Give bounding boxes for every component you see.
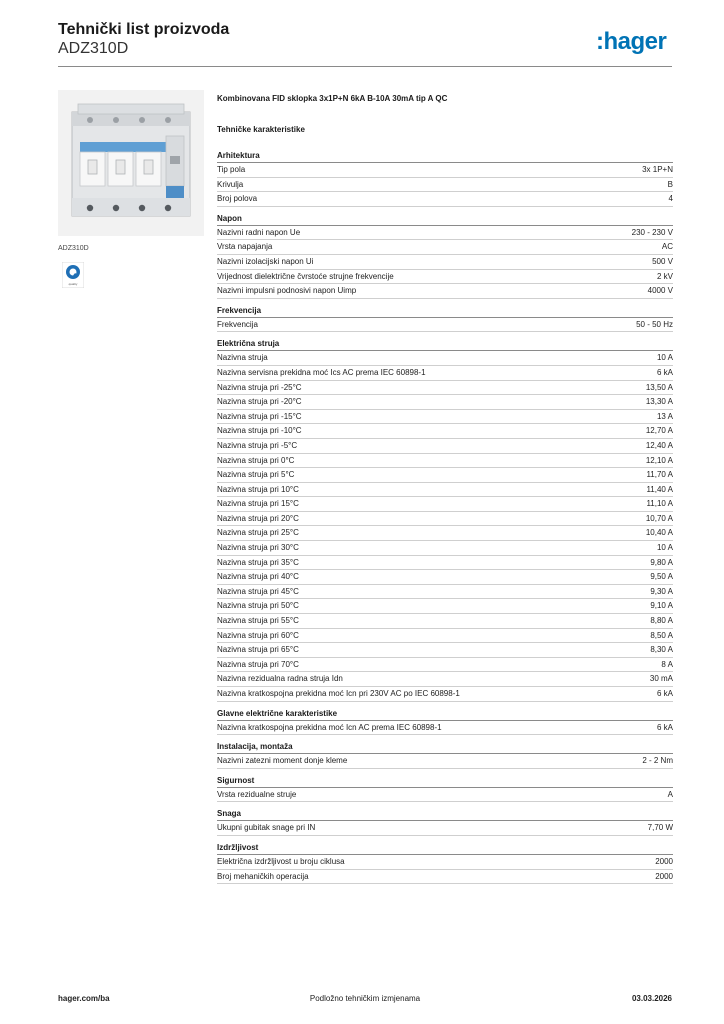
spec-row bbox=[217, 556, 673, 571]
spec-value: 2000 bbox=[655, 856, 673, 866]
spec-value: 8,50 A bbox=[650, 630, 673, 640]
spec-name: Nazivna struja pri -25°C bbox=[217, 382, 302, 392]
section-label: Tehničke karakteristike bbox=[217, 125, 305, 134]
spec-row bbox=[217, 351, 673, 366]
spec-name: Nazivna struja pri 45°C bbox=[217, 586, 299, 596]
spec-name: Vrsta rezidualne struje bbox=[217, 789, 297, 799]
spec-group-title: Arhitektura bbox=[217, 150, 673, 163]
spec-name: Nazivna struja pri -5°C bbox=[217, 440, 298, 450]
spec-name: Nazivna struja pri 15°C bbox=[217, 499, 299, 509]
spec-row bbox=[217, 629, 673, 644]
spec-value: 8,30 A bbox=[650, 645, 673, 655]
spec-row bbox=[217, 395, 673, 410]
spec-value: 12,10 A bbox=[645, 455, 673, 465]
spec-name: Frekvencija bbox=[217, 319, 258, 329]
spec-name: Nazivna kratkospojna prekidna moć Icn AC prema IEC 60898-1 bbox=[217, 722, 442, 732]
spec-group-title: Izdržljivost bbox=[217, 842, 673, 855]
spec-group-title: Snaga bbox=[217, 808, 673, 821]
spec-name: Nazivna struja pri 0°C bbox=[217, 455, 295, 465]
spec-value: 2000 bbox=[655, 871, 673, 881]
spec-row bbox=[217, 318, 673, 333]
spec-row bbox=[217, 599, 673, 614]
spec-name: Ukupni gubitak snage pri IN bbox=[217, 823, 316, 833]
spec-name: Broj polova bbox=[217, 194, 258, 204]
spec-value: 9,10 A bbox=[650, 601, 673, 611]
spec-row bbox=[217, 672, 673, 687]
spec-groups bbox=[217, 150, 673, 884]
spec-name: Nazivna kratkospojna prekidna moć Icn pri 230V AC po IEC 60898-1 bbox=[217, 689, 460, 698]
spec-group-title: Frekvencija bbox=[217, 305, 673, 318]
spec-row bbox=[217, 721, 673, 736]
spec-name: Nazivna struja pri -20°C bbox=[217, 397, 302, 407]
spec-name: Nazivna struja pri 25°C bbox=[217, 528, 299, 538]
image-caption: ADZ310D bbox=[58, 245, 89, 252]
spec-row bbox=[217, 788, 673, 803]
spec-value: AC bbox=[661, 242, 673, 252]
product-image bbox=[58, 90, 204, 236]
spec-group bbox=[217, 808, 673, 836]
product-description: Kombinovana FID sklopka 3x1P+N 6kA B-10A 30mA tip A QC bbox=[217, 94, 448, 103]
spec-name: Krivulja bbox=[217, 179, 244, 189]
spec-value: 8,80 A bbox=[650, 616, 673, 626]
spec-value: 11,70 A bbox=[646, 470, 673, 480]
spec-row bbox=[217, 163, 673, 178]
spec-row bbox=[217, 687, 673, 702]
spec-row bbox=[217, 526, 673, 541]
spec-row bbox=[217, 240, 673, 255]
footer-note: Podložno tehničkim izmjenama bbox=[309, 994, 421, 1003]
spec-value: 2 kV bbox=[656, 271, 673, 281]
spec-value: 30 mA bbox=[649, 674, 673, 684]
spec-group bbox=[217, 150, 673, 207]
spec-value: 8 A bbox=[661, 659, 673, 669]
spec-value: 12,70 A bbox=[645, 426, 673, 436]
spec-value: 50 - 50 Hz bbox=[636, 319, 673, 329]
header-divider bbox=[58, 66, 672, 67]
spec-row bbox=[217, 821, 673, 836]
spec-name: Nazivni zatezni moment donje kleme bbox=[217, 756, 348, 766]
spec-name: Nazivna struja pri 65°C bbox=[217, 645, 299, 655]
spec-name: Vrijednost dielektrične čvrstoće strujne frekvencije bbox=[217, 271, 394, 281]
spec-name: Broj mehaničkih operacija bbox=[217, 871, 309, 881]
spec-group-title: Napon bbox=[217, 213, 673, 226]
spec-row bbox=[217, 483, 673, 498]
spec-row bbox=[217, 439, 673, 454]
spec-value: 500 V bbox=[652, 256, 673, 266]
hager-logo bbox=[596, 28, 674, 56]
spec-row bbox=[217, 366, 673, 381]
spec-name: Nazivna struja bbox=[217, 353, 268, 363]
spec-value: 10 A bbox=[656, 543, 673, 553]
spec-row bbox=[217, 870, 673, 885]
spec-row bbox=[217, 178, 673, 193]
spec-name: Nazivna struja pri 60°C bbox=[217, 630, 299, 640]
spec-value: 10,70 A bbox=[645, 513, 673, 523]
spec-value: 6 kA bbox=[656, 722, 673, 732]
spec-name: Nazivna struja pri 20°C bbox=[217, 513, 299, 523]
spec-name: Tip pola bbox=[217, 165, 246, 174]
spec-row bbox=[217, 454, 673, 469]
spec-name: Nazivna struja pri -15°C bbox=[217, 411, 302, 421]
spec-name: Nazivna struja pri 10°C bbox=[217, 484, 299, 494]
spec-group bbox=[217, 708, 673, 736]
spec-value: 6 kA bbox=[656, 689, 673, 698]
spec-group-title: Instalacija, montaža bbox=[217, 741, 673, 754]
spec-row bbox=[217, 381, 673, 396]
spec-value: 13 A bbox=[656, 411, 673, 421]
spec-value: 13,30 A bbox=[645, 397, 673, 407]
spec-value: 6 kA bbox=[656, 367, 673, 377]
spec-name: Nazivna servisna prekidna moć Ics AC prema IEC 60898-1 bbox=[217, 367, 426, 377]
spec-value: 10 A bbox=[656, 353, 673, 363]
spec-row bbox=[217, 226, 673, 241]
spec-row bbox=[217, 570, 673, 585]
spec-value: 11,40 A bbox=[646, 484, 673, 494]
logo-text: :hager bbox=[596, 28, 667, 55]
spec-name: Nazivni impulsni podnosivi napon Uimp bbox=[217, 286, 357, 296]
spec-name: Nazivna struja pri 40°C bbox=[217, 572, 299, 582]
spec-name: Električna izdržljivost u broju ciklusa bbox=[217, 856, 345, 866]
spec-name: Nazivna struja pri 5°C bbox=[217, 470, 295, 480]
spec-value: 3x 1P+N bbox=[642, 165, 673, 174]
spec-name: Nazivni izolacijski napon Ui bbox=[217, 256, 314, 266]
spec-value: 10,40 A bbox=[645, 528, 673, 538]
spec-row bbox=[217, 512, 673, 527]
spec-value: 9,50 A bbox=[650, 572, 673, 582]
spec-name: Vrsta napajanja bbox=[217, 242, 273, 252]
spec-content bbox=[217, 94, 673, 890]
spec-value: 2 - 2 Nm bbox=[642, 756, 673, 766]
spec-group-title: Električna struja bbox=[217, 338, 673, 351]
footer-website-link[interactable]: hager.com/ba bbox=[58, 994, 110, 1003]
spec-name: Nazivna struja pri 70°C bbox=[217, 659, 299, 669]
spec-group bbox=[217, 775, 673, 803]
spec-value: 12,40 A bbox=[645, 440, 673, 450]
spec-group bbox=[217, 213, 673, 299]
spec-value: 4 bbox=[668, 194, 673, 204]
spec-value: 9,30 A bbox=[650, 586, 673, 596]
spec-value: B bbox=[667, 179, 673, 189]
spec-row bbox=[217, 754, 673, 769]
spec-value: 230 - 230 V bbox=[631, 227, 673, 237]
spec-group bbox=[217, 338, 673, 701]
spec-value: 11,10 A bbox=[646, 499, 673, 509]
spec-name: Nazivni radni napon Ue bbox=[217, 227, 301, 237]
footer-date: 03.03.2026 bbox=[631, 994, 672, 1003]
spec-name: Nazivna struja pri 30°C bbox=[217, 543, 299, 553]
spec-row bbox=[217, 468, 673, 483]
product-code: ADZ310D bbox=[58, 40, 129, 57]
page-title: Tehnički list proizvoda bbox=[58, 21, 230, 38]
spec-name: Nazivna struja pri 55°C bbox=[217, 616, 299, 626]
spec-value: A bbox=[667, 789, 673, 799]
spec-group-title: Glavne električne karakteristike bbox=[217, 708, 673, 721]
spec-row bbox=[217, 284, 673, 299]
spec-group-title: Sigurnost bbox=[217, 775, 673, 788]
spec-group bbox=[217, 305, 673, 333]
spec-row bbox=[217, 424, 673, 439]
spec-name: Nazivna rezidualna radna struja Idn bbox=[217, 674, 343, 684]
spec-row bbox=[217, 585, 673, 600]
spec-row bbox=[217, 855, 673, 870]
quality-badge-text: quality bbox=[68, 282, 78, 286]
spec-row bbox=[217, 541, 673, 556]
spec-value: 9,80 A bbox=[650, 557, 673, 567]
spec-row bbox=[217, 614, 673, 629]
spec-name: Nazivna struja pri 35°C bbox=[217, 557, 299, 567]
spec-value: 4000 V bbox=[647, 286, 673, 296]
spec-name: Nazivna struja pri 50°C bbox=[217, 601, 299, 611]
spec-row bbox=[217, 192, 673, 207]
spec-group bbox=[217, 741, 673, 769]
spec-row bbox=[217, 658, 673, 673]
spec-name: Nazivna struja pri -10°C bbox=[217, 426, 302, 436]
spec-group bbox=[217, 842, 673, 884]
spec-row bbox=[217, 497, 673, 512]
spec-row bbox=[217, 410, 673, 425]
spec-value: 7,70 W bbox=[647, 823, 673, 833]
spec-row bbox=[217, 255, 673, 270]
spec-row bbox=[217, 270, 673, 285]
spec-value: 13,50 A bbox=[645, 382, 673, 392]
quality-badge-icon bbox=[62, 262, 84, 288]
spec-row bbox=[217, 643, 673, 658]
